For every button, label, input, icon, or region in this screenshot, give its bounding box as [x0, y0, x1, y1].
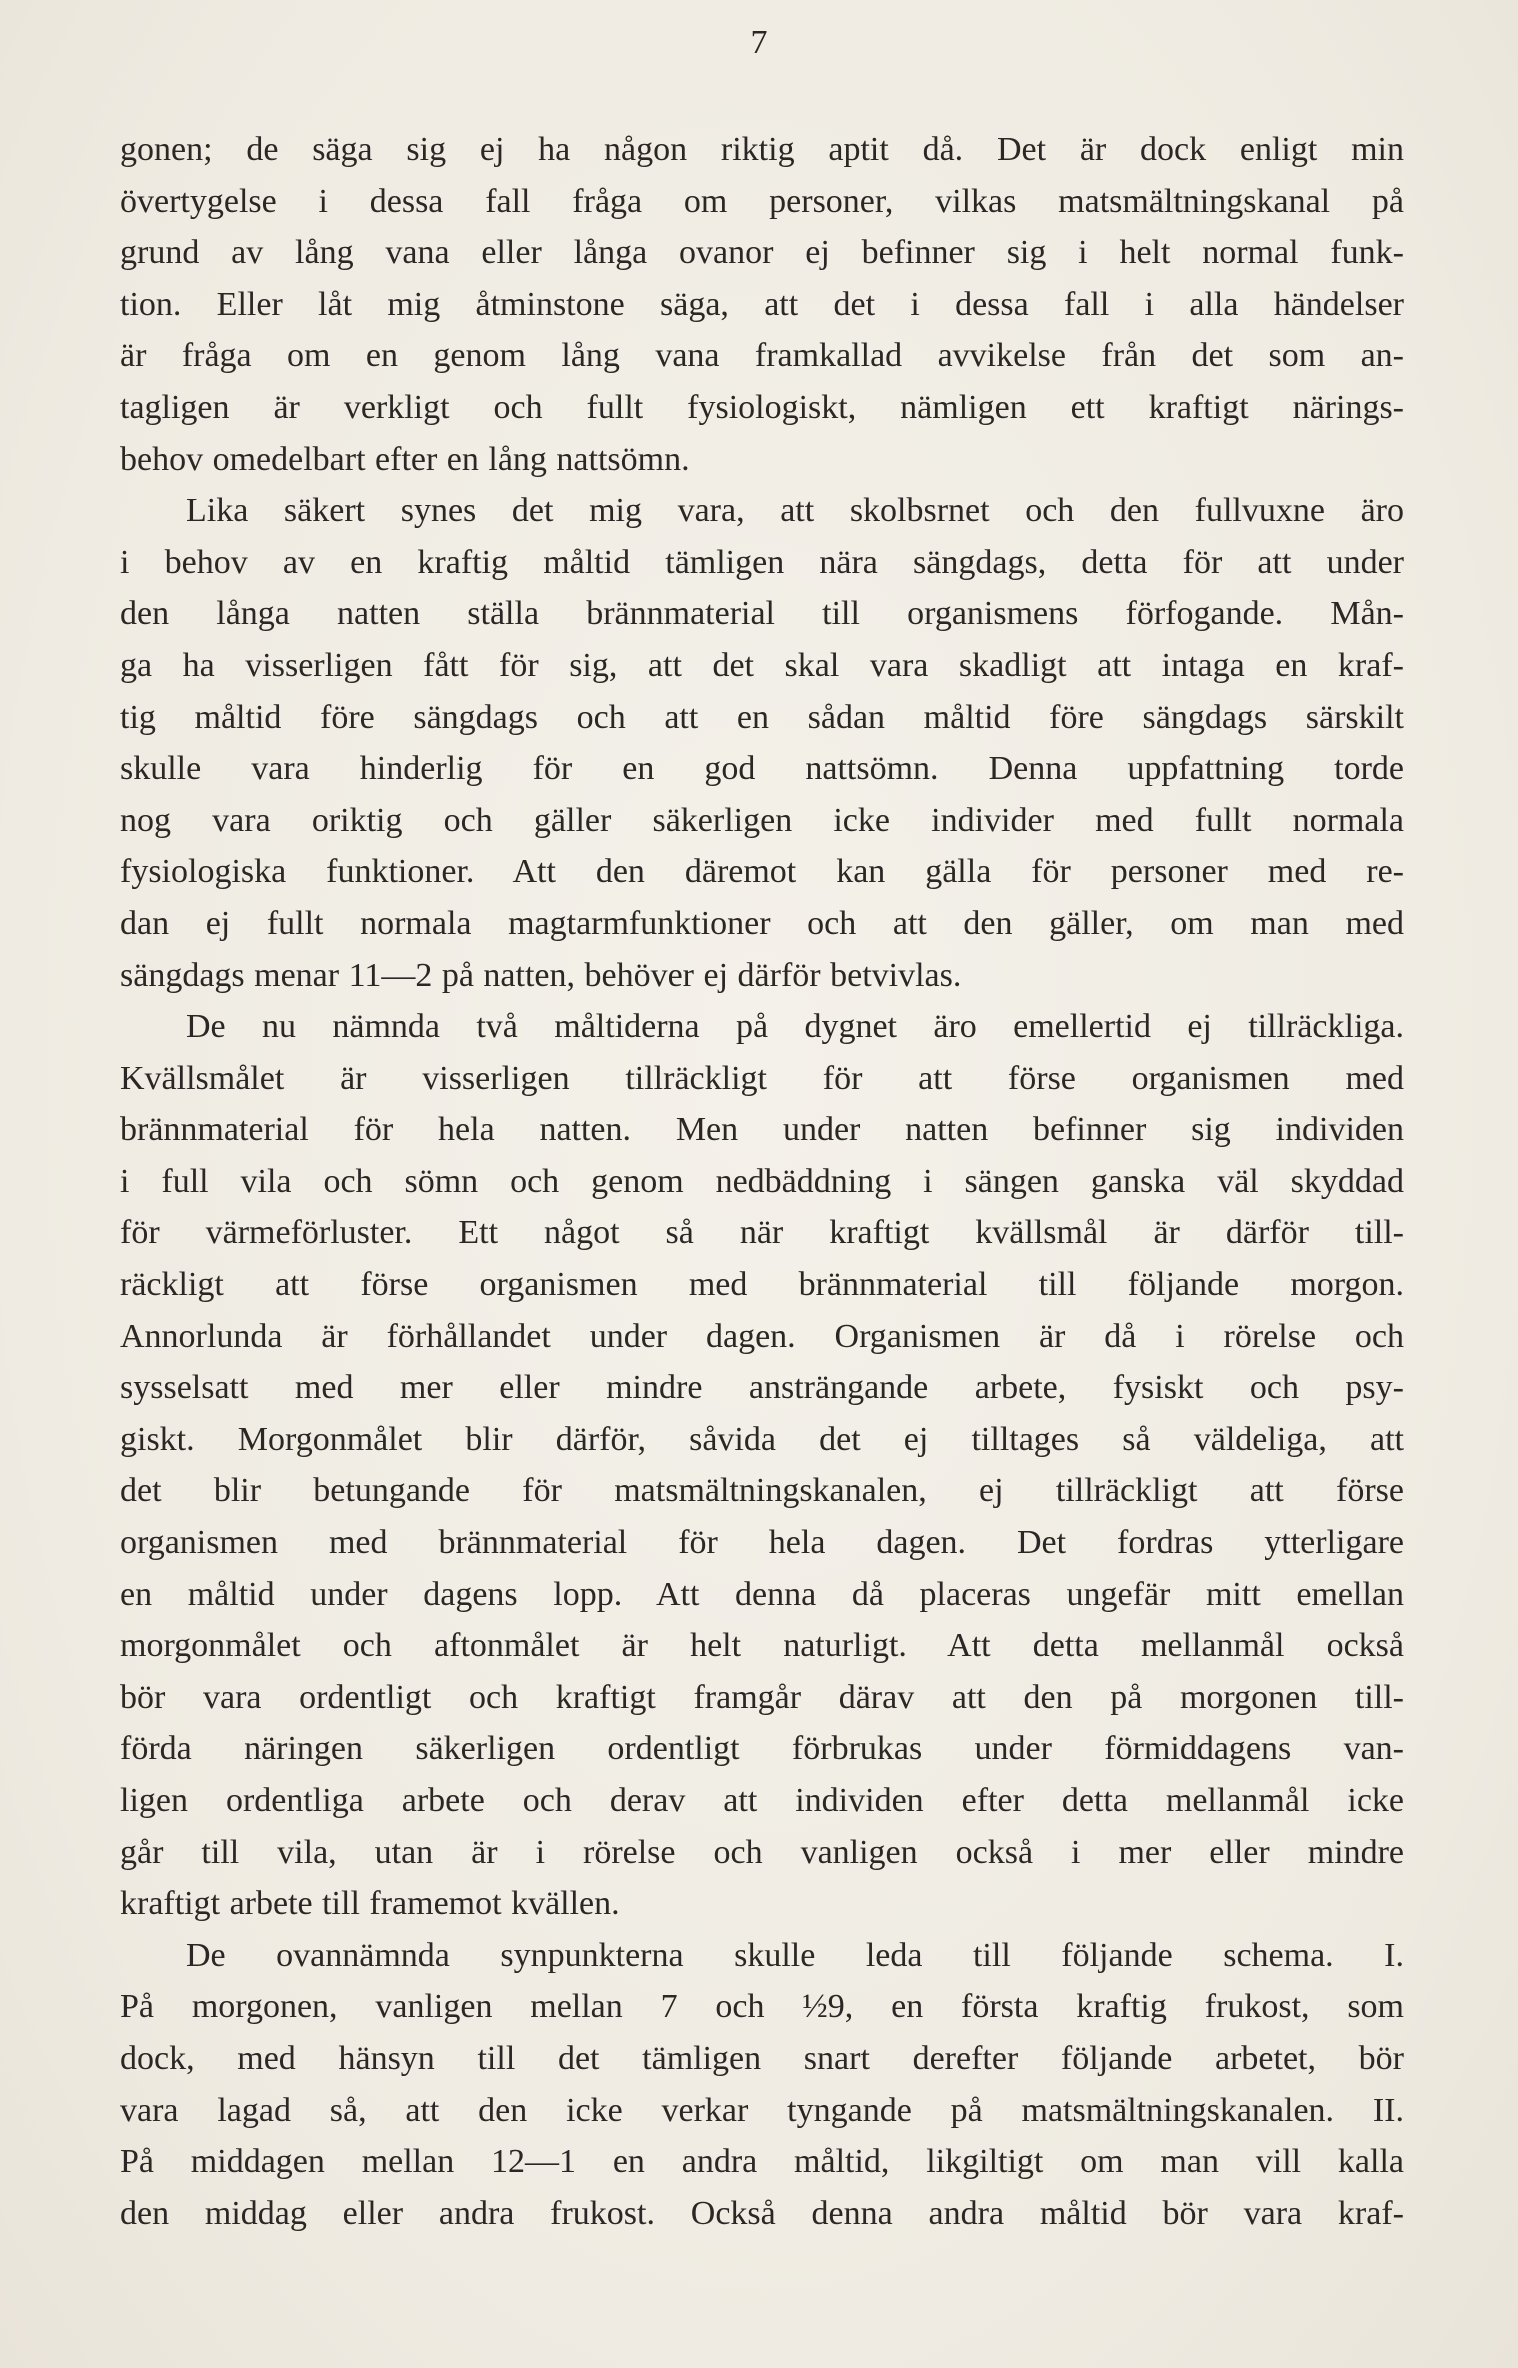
text-line: fysiologiska funktioner. Att den däremot kan gälla för personer med re- [120, 853, 1404, 891]
text-line: för värmeförluster. Ett något så när kraftigt kvällsmål är därför till- [120, 1214, 1404, 1252]
text-line: ga ha visserligen fått för sig, att det skal vara skadligt att intaga en kraf- [120, 646, 1404, 684]
text-line: en måltid under dagens lopp. Att denna då placeras ungefär mitt emellan [120, 1575, 1404, 1613]
text-line: De ovannämnda synpunkterna skulle leda till följande schema. I. [186, 1936, 1404, 1974]
text-line: sängdags menar 11—2 på natten, behöver ej därför betvivlas. [120, 956, 962, 994]
text-line: vara lagad så, att den icke verkar tyngande på matsmältningskanalen. II. [120, 2091, 1404, 2129]
text-line: i full vila och sömn och genom nedbäddning i sängen ganska väl skyddad [120, 1162, 1404, 1200]
page-number: 7 [750, 24, 768, 61]
text-line: dock, med hänsyn till det tämligen snart derefter följande arbetet, bör [120, 2039, 1404, 2077]
text-line: På middagen mellan 12—1 en andra måltid, likgiltigt om man vill kalla [120, 2143, 1404, 2181]
text-line: tion. Eller låt mig åtminstone säga, att det i dessa fall i alla händelser [120, 285, 1404, 323]
text-line: räckligt att förse organismen med brännmaterial till följande morgon. [120, 1266, 1404, 1304]
text-line: dan ej fullt normala magtarmfunktioner och att den gäller, om man med [120, 904, 1404, 942]
text-line: nog vara oriktig och gäller säkerligen icke individer med fullt normala [120, 801, 1404, 839]
text-line: tig måltid före sängdags och att en sådan måltid före sängdags särskilt [120, 698, 1404, 736]
text-line: sysselsatt med mer eller mindre ansträngande arbete, fysiskt och psy- [120, 1369, 1404, 1407]
text-line: ligen ordentliga arbete och derav att individen efter detta mellanmål icke [120, 1782, 1404, 1819]
text-line: är fråga om en genom lång vana framkallad avvikelse från det som an- [120, 337, 1404, 375]
text-line: organismen med brännmaterial för hela dagen. Det fordras ytterligare [120, 1524, 1404, 1562]
text-line: Kvällsmålet är visserligen tillräckligt för att förse organismen med [120, 1059, 1404, 1097]
text-line: tagligen är verkligt och fullt fysiologiskt, nämligen ett kraftigt närings- [120, 388, 1404, 426]
text-line: På morgonen, vanligen mellan 7 och ½9, en första kraftig frukost, som [120, 1988, 1404, 2026]
text-line: bör vara ordentligt och kraftigt framgår därav att den på morgonen till- [120, 1678, 1404, 1716]
text-line: giskt. Morgonmålet blir därför, såvida det ej tilltages så väldeliga, att [120, 1420, 1404, 1458]
text-line: går till vila, utan är i rörelse och vanligen också i mer eller mindre [120, 1833, 1404, 1871]
text-line: kraftigt arbete till framemot kvällen. [120, 1885, 620, 1923]
text-line: De nu nämnda två måltiderna på dygnet äro emellertid ej tillräckliga. [186, 1008, 1404, 1046]
text-line: den långa natten ställa brännmaterial till organismens förfogande. Mån- [120, 595, 1404, 633]
text-line: i behov av en kraftig måltid tämligen nära sängdags, detta för att under [120, 543, 1404, 581]
text-line: Annorlunda är förhållandet under dagen. Organismen är då i rörelse och [120, 1317, 1404, 1355]
body-text [120, 124, 1404, 2239]
text-line: det blir betungande för matsmältningskanalen, ej tillräckligt att förse [120, 1472, 1404, 1510]
text-line: behov omedelbart efter en lång nattsömn. [120, 440, 690, 478]
text-line: den middag eller andra frukost. Också denna andra måltid bör vara kraf- [120, 2194, 1404, 2232]
text-line: förda näringen säkerligen ordentligt förbrukas under förmiddagens van- [120, 1730, 1404, 1768]
text-line: morgonmålet och aftonmålet är helt naturligt. Att detta mellanmål också [120, 1627, 1404, 1665]
text-line: grund av lång vana eller långa ovanor ej befinner sig i helt normal funk- [120, 234, 1404, 272]
text-line: skulle vara hinderlig för en god nattsömn. Denna uppfattning torde [120, 750, 1404, 788]
text-line: övertygelse i dessa fall fråga om personer, vilkas matsmältningskanal på [120, 182, 1404, 220]
text-line: Lika säkert synes det mig vara, att skolbsrnet och den fullvuxne äro [186, 492, 1404, 530]
text-line: gonen; de säga sig ej ha någon riktig aptit då. Det är dock enligt min [120, 131, 1404, 168]
text-line: brännmaterial för hela natten. Men under natten befinner sig individen [120, 1111, 1404, 1149]
